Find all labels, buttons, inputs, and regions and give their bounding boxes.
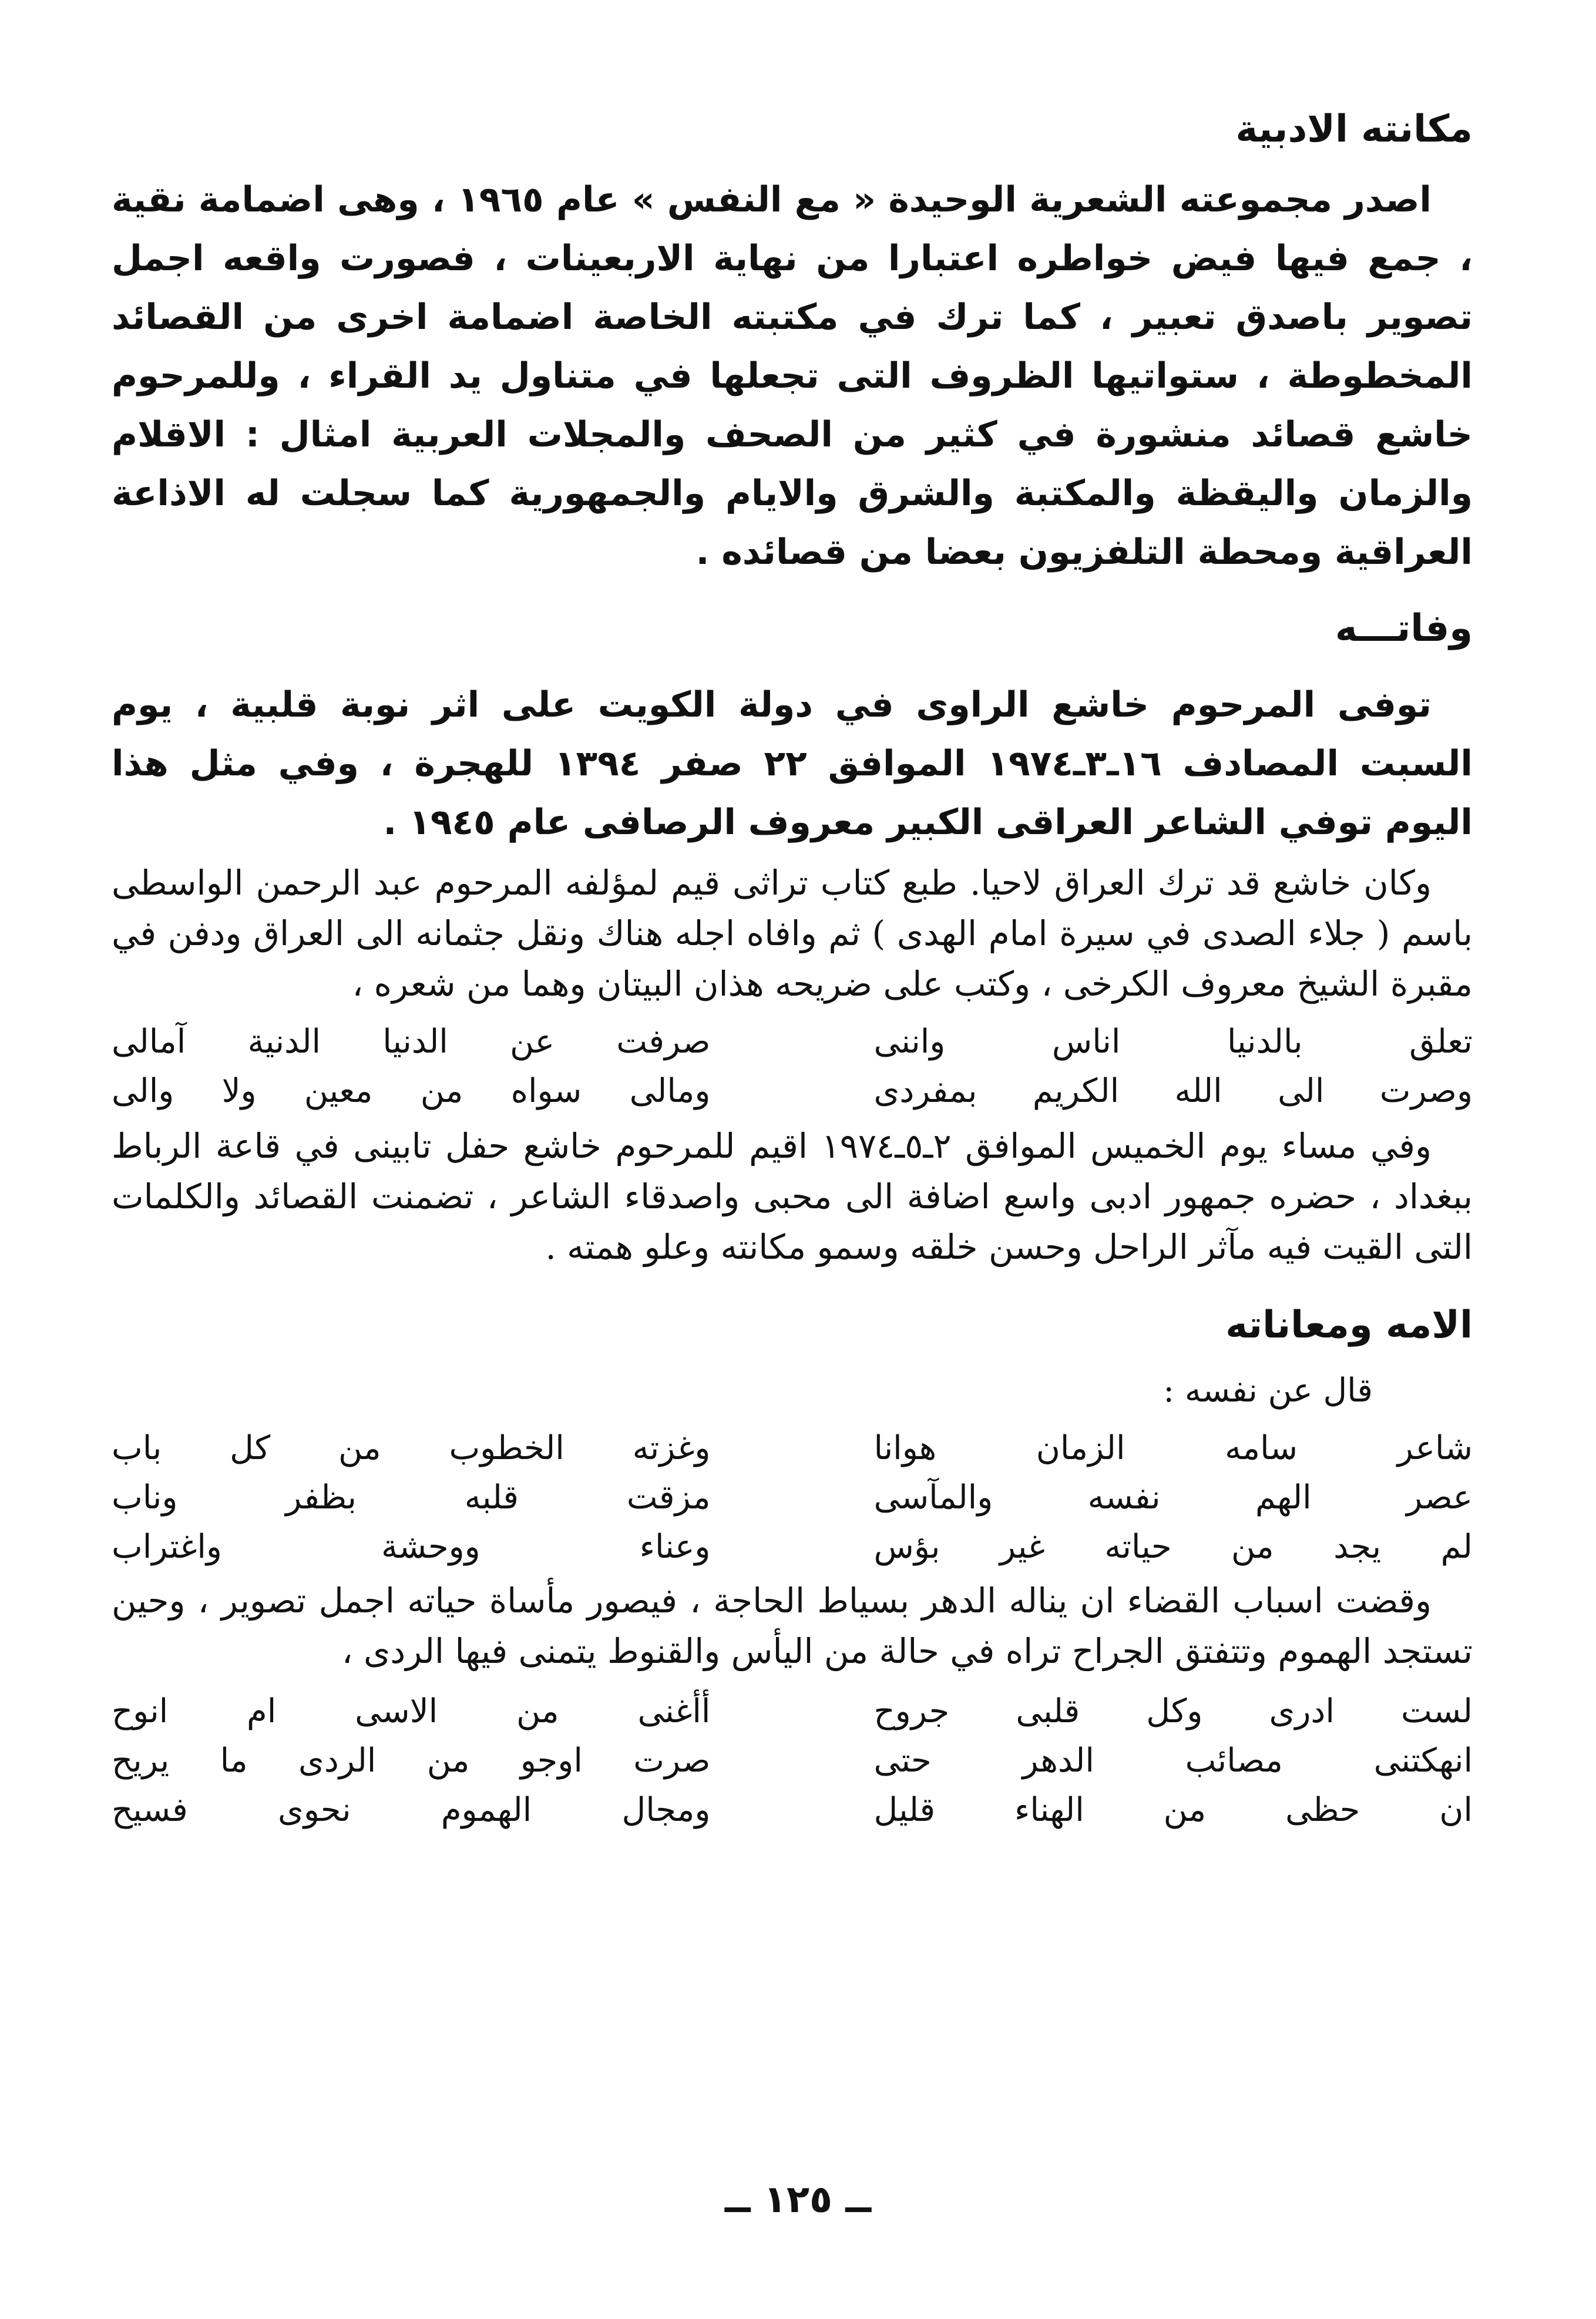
- verse-first-hemistich: تعلق بالدنيا اناس واننى: [873, 1023, 1473, 1061]
- verse-second-hemistich: ومالى سواه من معين ولا والى: [112, 1072, 711, 1110]
- section-title-death: وفاتـــه: [1335, 607, 1473, 650]
- verse-first-hemistich: لم يجد من حياته غير بؤس: [873, 1528, 1473, 1566]
- poem-verse: [112, 1736, 1473, 1786]
- page-number: ــ ١٢٥ ــ: [724, 2178, 872, 2221]
- paragraph-memorial: وفي مساء يوم الخميس الموافق ٢ـ٥ـ١٩٧٤ اقيم للمرحوم خاشع حفل تابينى في قاعة الرباط ببغداد ، حضره جمهور ادبى واسع اضافة الى محبى واصدقاء الشاعر ، تضمنت القصائد والكلمات التى القيت فيه مآثر الراحل وحسن خلقه وسمو مكانته وعلو همته .: [112, 1126, 1473, 1267]
- poem-verse: [112, 1017, 1473, 1067]
- paragraph-literary-status: اصدر مجموعته الشعرية الوحيدة « مع النفس » عام ١٩٦٥ ، وهى اضمامة نقية ، جمع فيها فيض خواطره اعتبارا من نهاية الاربعينات ، فصورت واقعه اجمل تصوير باصدق تعبير ، كما ترك في مكتبته الخاصة اضمامة اخرى من القصائد المخطوطة ، ستواتيها الظروف التى تجعلها في متناول يد القراء ، وللمرحوم خاشع قصائد منشورة في كثير من الصحف والمجلات العربية امثال : الاقلام والزمان واليقظة والمكتبة والشرق والايام والجمهورية كما سجلت له الاذاعة العراقية ومحطة التلفزيون بعضا من قصائده .: [112, 179, 1473, 573]
- poem-verse: [112, 1523, 1473, 1572]
- section-title-literary-status: مكانته الادبية: [1235, 107, 1473, 151]
- poem-verse: [112, 1687, 1473, 1736]
- verse-second-hemistich: صرفت عن الدنيا الدنية آمالى: [112, 1023, 711, 1061]
- paragraph-hardship: وقضت اسباب القضاء ان يناله الدهر بسياط الحاجة ، فيصور مأساة حياته اجمل تصوير ، وحين تستجد الهموم وتتفتق الجراح تراه في حالة من اليأس والقنوط يتمنى فيها الردى ،: [112, 1581, 1473, 1671]
- poem-self-description: [112, 1424, 1473, 1572]
- verse-first-hemistich: شاعر سامه الزمان هوانا: [873, 1429, 1473, 1467]
- paragraph-burial: وكان خاشع قد ترك العراق لاحيا. طبع كتاب تراثى قيم لمؤلفه المرحوم عبد الرحمن الواسطى باسم ( جلاء الصدى في سيرة امام الهدى ) ثم وافاه اجله هناك ونقل جثمانه الى العراق ودفن في مقبرة الشيخ معروف الكرخى ، وكتب على ضريحه هذان البيتان وهما من شعره ،: [112, 863, 1473, 1004]
- verse-second-hemistich: مزقت قلبه بظفر وناب: [112, 1478, 711, 1517]
- section-title-pains: الامه ومعاناته: [1225, 1303, 1473, 1347]
- poem-intro: قال عن نفسه :: [1163, 1372, 1373, 1410]
- verse-first-hemistich: انهكتنى مصائب الدهر حتى: [873, 1742, 1473, 1780]
- verse-first-hemistich: لست ادرى وكل قلبى جروح: [873, 1692, 1473, 1730]
- verse-second-hemistich: أأغنى من الاسى ام انوح: [112, 1692, 711, 1730]
- poem-epitaph: [112, 1017, 1473, 1116]
- poem-verse: [112, 1067, 1473, 1116]
- verse-second-hemistich: ومجال الهموم نحوى فسيح: [112, 1791, 711, 1829]
- poem-despair: [112, 1687, 1473, 1835]
- poem-verse: [112, 1786, 1473, 1835]
- verse-second-hemistich: صرت اوجو من الردى ما يريح: [112, 1742, 711, 1780]
- verse-first-hemistich: عصر الهم نفسه والمآسى: [873, 1478, 1473, 1517]
- paragraph-death-bold: توفى المرحوم خاشع الراوى في دولة الكويت على اثر نوبة قلبية ، يوم السبت المصادف ١٦ـ٣ـ١٩٧٤ الموافق ٢٢ صفر ١٣٩٤ للهجرة ، وفي مثل هذا اليوم توفي الشاعر العراقى الكبير معروف الرصافى عام ١٩٤٥ .: [112, 684, 1473, 843]
- poem-verse: [112, 1424, 1473, 1473]
- verse-first-hemistich: وصرت الى الله الكريم بمفردى: [873, 1072, 1473, 1110]
- poem-verse: [112, 1473, 1473, 1523]
- verse-first-hemistich: ان حظى من الهناء قليل: [873, 1791, 1473, 1829]
- verse-second-hemistich: وعناء ووحشة واغتراب: [112, 1528, 711, 1566]
- verse-second-hemistich: وغزته الخطوب من كل باب: [112, 1429, 711, 1467]
